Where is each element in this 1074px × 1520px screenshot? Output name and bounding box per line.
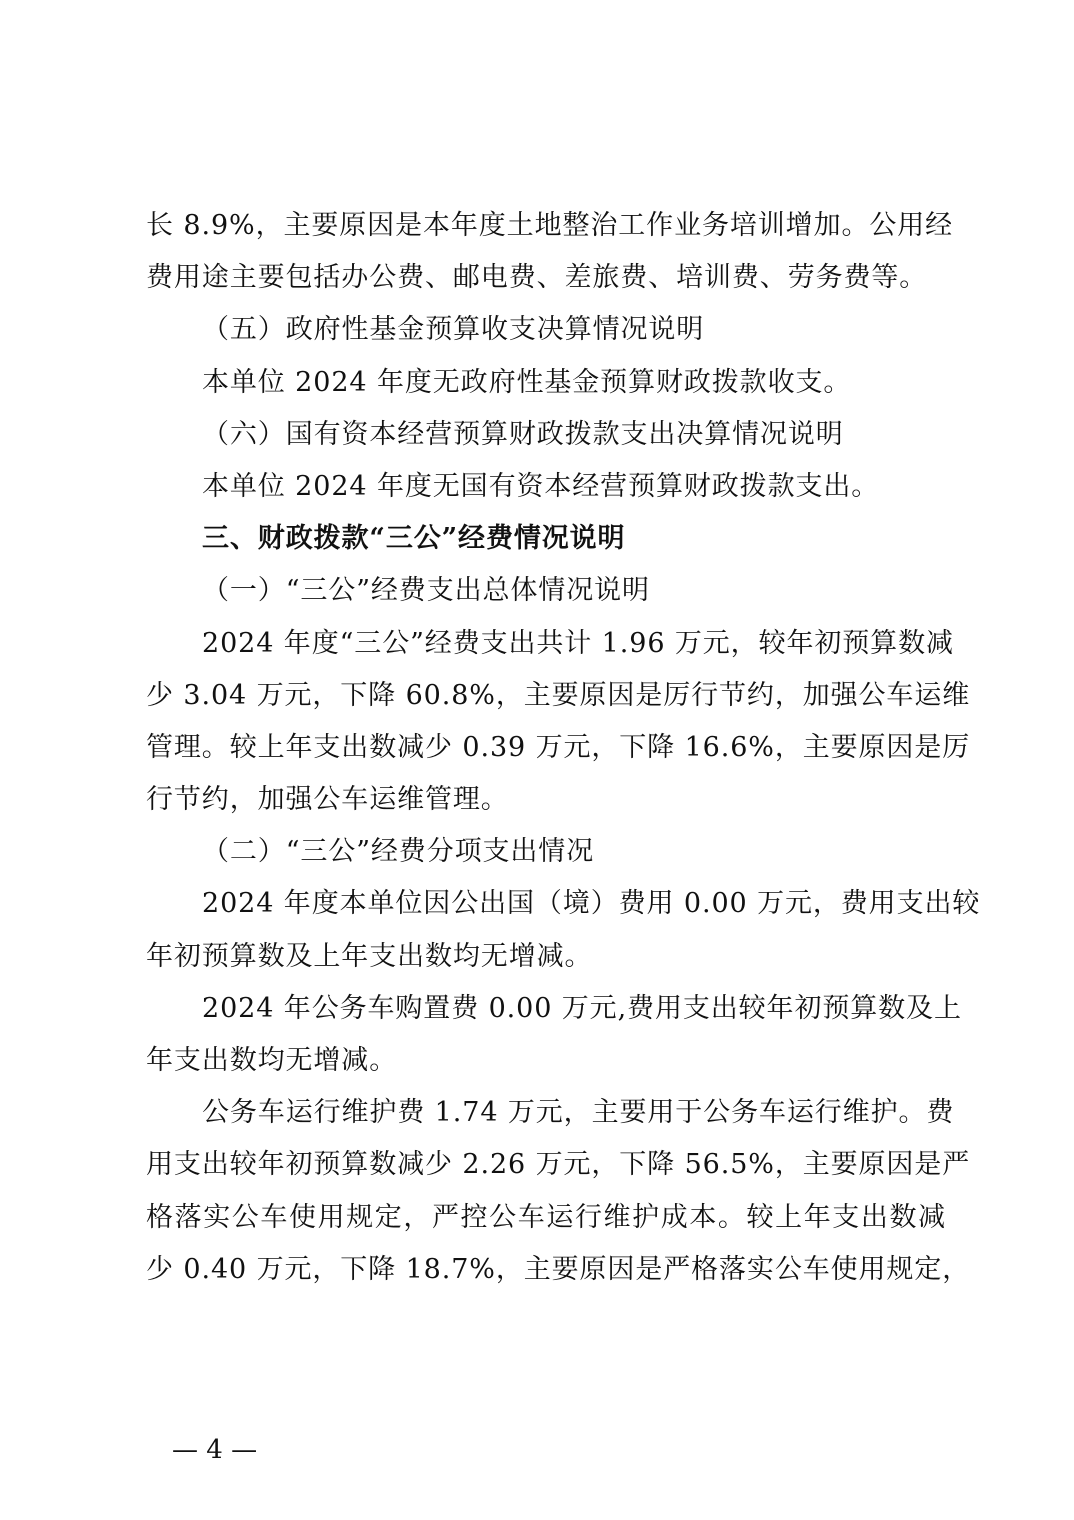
section-heading: （六）国有资本经营预算财政拨款支出决算情况说明 [202, 418, 844, 450]
body-line: 管理。较上年支出数减少 0.39 万元，下降 16.6%，主要原因是厉 [146, 731, 971, 763]
body-line: 用支出较年初预算数减少 2.26 万元，下降 56.5%，主要原因是严 [146, 1149, 971, 1181]
body-line: 年支出数均无增减。 [146, 1045, 398, 1076]
body-line: 公务车运行维护费 1.74 万元，主要用于公务车运行维护。费 [202, 1097, 955, 1129]
body-line: 少 0.40 万元，下降 18.7%，主要原因是严格落实公车使用规定， [146, 1253, 971, 1285]
body-line: 行节约，加强公车运维管理。 [146, 784, 509, 816]
chapter-heading: 三、财政拨款“三公”经费情况说明 [202, 523, 626, 555]
body-line: 本单位 2024 年度无国有资本经营预算财政拨款支出。 [202, 470, 880, 502]
body-line: 2024 年公务车购置费 0.00 万元,费用支出较年初预算数及上 [202, 992, 962, 1024]
page-number: — 4 — [172, 1435, 258, 1465]
body-line: 本单位 2024 年度无政府性基金预算财政拨款收支。 [202, 366, 852, 398]
document-body [146, 200, 981, 1296]
body-line: 2024 年度本单位因公出国（境）费用 0.00 万元，费用支出较 [202, 888, 981, 920]
body-line: 年初预算数及上年支出数均无增减。 [146, 940, 593, 972]
body-line: 2024 年度“三公”经费支出共计 1.96 万元，较年初预算数减 [202, 627, 954, 659]
body-line: 格落实公车使用规定，严控公车运行维护成本。较上年支出数减 [146, 1201, 946, 1233]
body-line: 少 3.04 万元，下降 60.8%，主要原因是厉行节约，加强公车运维 [146, 679, 971, 711]
body-line: 长 8.9%，主要原因是本年度土地整治工作业务培训增加。公用经 [146, 210, 954, 241]
section-heading: （五）政府性基金预算收支决算情况说明 [202, 314, 705, 346]
section-heading: （二）“三公”经费分项支出情况 [202, 836, 595, 868]
body-line: 费用途主要包括办公费、邮电费、差旅费、培训费、劳务费等。 [146, 262, 928, 294]
section-heading: （一）“三公”经费支出总体情况说明 [202, 575, 650, 607]
